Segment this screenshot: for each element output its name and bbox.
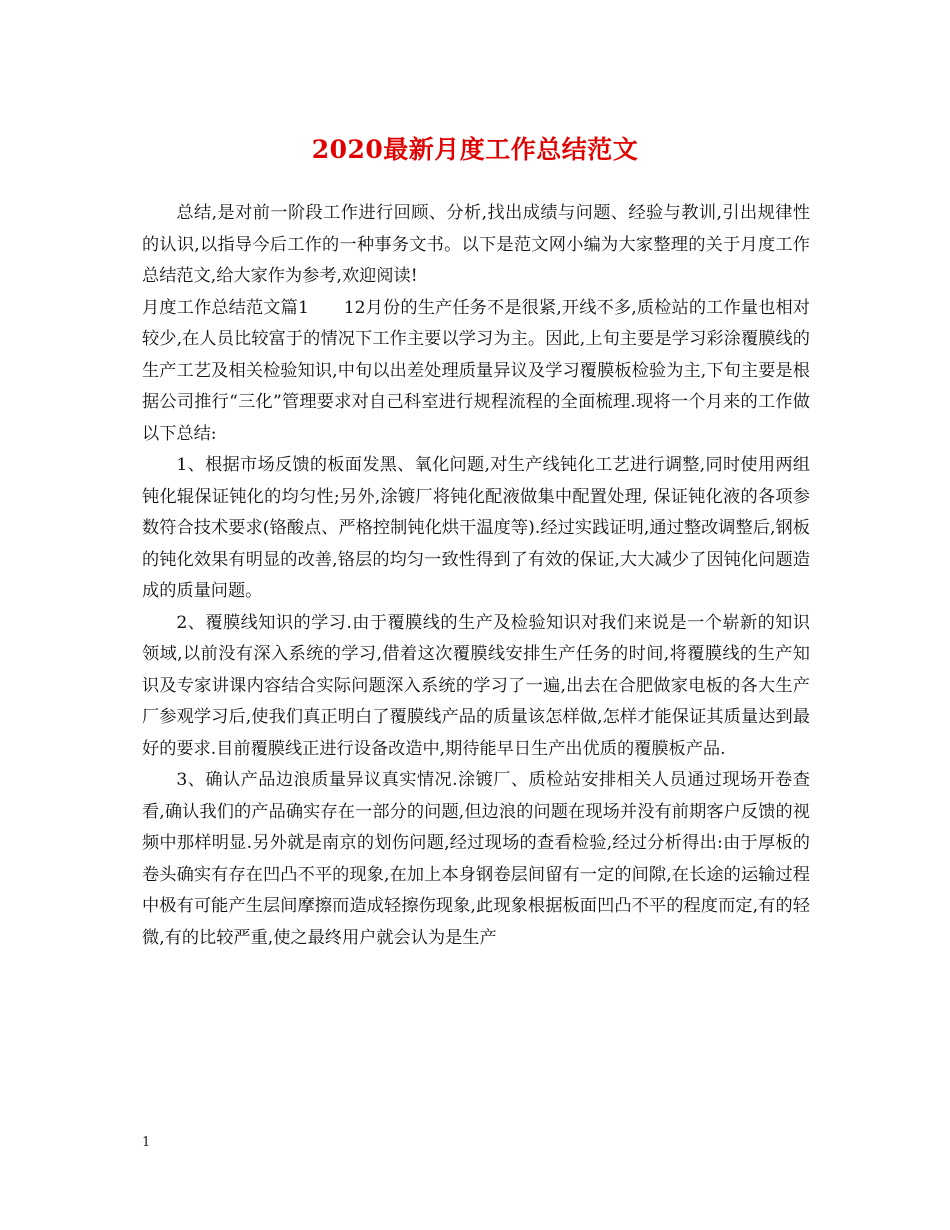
paragraph-point-1: 1、根据市场反馈的板面发黑、氧化问题,对生产线钝化工艺进行调整,同时使用两组钝化辊保证钝化的均匀性;另外,涂镀厂将钝化配液做集中配置处理, 保证钝化液的各项参数符合技术要求(铬酸点、严格控制钝化烘干温度等).经过实践证明,通过整改调整后,钢板的钝化效果有明显的改善,铬层的均匀一致性得到了有效的保证,大大减少了因钝化问题造成的质量问题。 <box>142 455 810 601</box>
paragraph-point-2: 2、覆膜线知识的学习.由于覆膜线的生产及检验知识对我们来说是一个崭新的知识领域,以前没有深入系统的学习,借着这次覆膜线安排生产任务的时间,将覆膜线的生产知识及专家讲课内容结合实际问题深入系统的学习了一遍,出去在合肥做家电板的各大生产厂参观学习后,使我们真正明白了覆膜线产品的质量该怎样做,怎样才能保证其质量达到最好的要求.目前覆膜线正进行设备改造中,期待能早日生产出优质的覆膜板产品. <box>142 612 810 759</box>
paragraph-point-3: 3、确认产品边浪质量异议真实情况.涂镀厂、质检站安排相关人员通过现场开卷查看,确认我们的产品确实存在一部分的问题,但边浪的问题在现场并没有前期客户反馈的视频中那样明显.另外就是南京的划伤问题,经过现场的查看检验,经过分析得出:由于厚板的卷头确实有存在凹凸不平的现象,在加上本身钢卷层间留有一定的间隙,在长途的运输过程中极有可能产生层间摩擦而造成轻擦伤现象,此现象根据板面凹凸不平的程度而定,有的轻微,有的比较严重,使之最终用户就会认为是生产 <box>142 770 810 948</box>
paragraph-article-1: 月度工作总结范文篇1 12月份的生产任务不是很紧,开线不多,质检站的工作量也相对较少,在人员比较富于的情况下工作主要以学习为主。因此,上旬主要是学习彩涂覆膜线的生产工艺及相关检验知识,中旬以出差处理质量异议及学习覆膜板检验为主,下旬主要是根据公司推行“三化”管理要求对自己科室进行规程流程的全面梳理.现将一个月来的工作做以下总结: <box>142 297 810 444</box>
paragraph-intro: 总结,是对前一阶段工作进行回顾、分析,找出成绩与问题、经验与教训,引出规律性的认识,以指导今后工作的一种事务文书。以下是范文网小编为大家整理的关于月度工作总结范文,给大家作为参考,欢迎阅读! <box>142 203 810 286</box>
document-title: 2020最新月度工作总结范文 <box>311 135 639 164</box>
document-body <box>142 198 810 954</box>
page-number: 1 <box>142 1135 151 1150</box>
